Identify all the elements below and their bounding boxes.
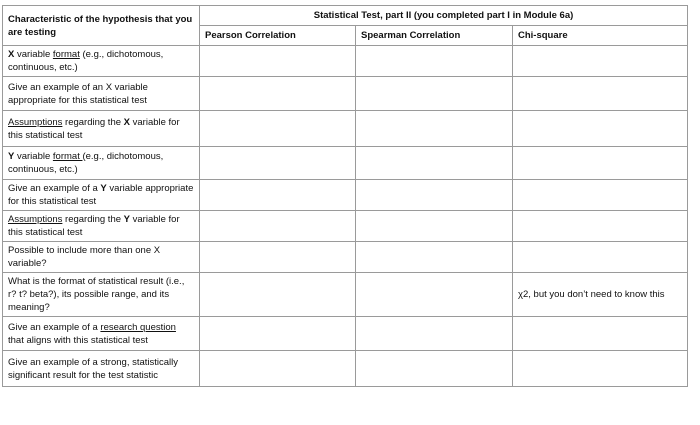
- answer-cell-spearman[interactable]: [356, 242, 513, 273]
- table-row: [3, 242, 688, 273]
- row-label-text: X: [123, 116, 130, 128]
- characteristic-header: Characteristic of the hypothesis that you are testing: [3, 6, 200, 46]
- row-label-text: regarding the: [62, 214, 124, 225]
- answer-cell-spearman[interactable]: [356, 147, 513, 180]
- table-row: [3, 111, 688, 147]
- answer-cell-chi-square[interactable]: [513, 77, 688, 111]
- row-label: [3, 317, 200, 351]
- answer-cell-spearman[interactable]: [356, 211, 513, 242]
- row-label: [3, 180, 200, 211]
- table-row: [3, 273, 688, 317]
- answer-cell-pearson[interactable]: [200, 46, 356, 77]
- row-label-text: Give an example of a strong, statistically significant result for the test statistic: [8, 356, 179, 381]
- row-label: [3, 211, 200, 242]
- column-header-pearson: Pearson Correlation: [200, 26, 356, 46]
- row-label-text: (e.g., dichotomous, continuous, etc.): [8, 49, 164, 73]
- table-row: [3, 46, 688, 77]
- row-label-text: variable: [14, 49, 53, 60]
- row-label-text: Y: [8, 151, 15, 162]
- answer-cell-chi-square[interactable]: [513, 211, 688, 242]
- row-label-text: research question: [100, 321, 176, 333]
- answer-cell-spearman[interactable]: [356, 317, 513, 351]
- row-label-text: Give an example of a: [8, 321, 101, 333]
- row-label: [3, 351, 200, 387]
- row-label-text: Y: [123, 214, 130, 225]
- row-label-text: variable for this statistical test: [8, 116, 180, 141]
- statistical-test-table: [2, 5, 688, 387]
- answer-cell-pearson[interactable]: [200, 147, 356, 180]
- row-label-text: variable: [14, 151, 53, 162]
- answer-cell-chi-square[interactable]: [513, 351, 688, 387]
- answer-cell-chi-square[interactable]: χ2, but you don’t need to know this: [513, 273, 688, 317]
- table-body: [3, 46, 688, 387]
- answer-cell-chi-square[interactable]: [513, 242, 688, 273]
- row-label: [3, 273, 200, 317]
- row-label-text: format: [52, 49, 80, 60]
- answer-cell-chi-square[interactable]: [513, 317, 688, 351]
- answer-cell-spearman[interactable]: [356, 111, 513, 147]
- row-label-text: variable for this statistical test: [8, 214, 180, 238]
- row-label: [3, 242, 200, 273]
- table-row: [3, 180, 688, 211]
- answer-cell-spearman[interactable]: [356, 351, 513, 387]
- row-label-text: Give an example of a: [8, 183, 101, 194]
- table-row: [3, 317, 688, 351]
- answer-cell-pearson[interactable]: [200, 77, 356, 111]
- row-label-text: (e.g., dichotomous, continuous, etc.): [8, 151, 164, 175]
- answer-cell-chi-square[interactable]: [513, 180, 688, 211]
- row-label-text: Give an example of an X variable appropriate for this statistical test: [8, 81, 148, 106]
- row-label: [3, 46, 200, 77]
- row-label-text: that aligns with this statistical test: [8, 334, 148, 346]
- answer-cell-pearson[interactable]: [200, 242, 356, 273]
- row-label-text: variable appropriate for this statistical test: [8, 183, 194, 207]
- answer-cell-spearman[interactable]: [356, 180, 513, 211]
- answer-cell-chi-square[interactable]: [513, 46, 688, 77]
- row-label-text: Possible to include more than one X variable?: [8, 245, 161, 269]
- row-label-text: X: [8, 49, 15, 60]
- answer-cell-chi-square[interactable]: [513, 111, 688, 147]
- row-label-text: Assumptions: [8, 214, 63, 225]
- row-label-text: regarding the: [62, 116, 124, 128]
- table-row: [3, 147, 688, 180]
- answer-cell-spearman[interactable]: [356, 273, 513, 317]
- row-label-text: Y: [100, 183, 107, 194]
- row-label: [3, 111, 200, 147]
- row-label: [3, 77, 200, 111]
- answer-cell-pearson[interactable]: [200, 317, 356, 351]
- table-row: [3, 211, 688, 242]
- row-label-text: What is the format of statistical result (i.e., r? t? beta?), its possible range, and its meaning?: [8, 276, 185, 313]
- row-label-text: format: [52, 151, 83, 162]
- column-header-spearman: Spearman Correlation: [356, 26, 513, 46]
- answer-cell-chi-square[interactable]: [513, 147, 688, 180]
- answer-cell-pearson[interactable]: [200, 180, 356, 211]
- table-row: [3, 77, 688, 111]
- row-label: [3, 147, 200, 180]
- table-row: [3, 351, 688, 387]
- answer-cell-pearson[interactable]: [200, 111, 356, 147]
- answer-cell-pearson[interactable]: [200, 351, 356, 387]
- statistical-test-group-header: Statistical Test, part II (you completed part I in Module 6a): [200, 6, 688, 26]
- answer-cell-spearman[interactable]: [356, 46, 513, 77]
- column-header-chi-square: Chi-square: [513, 26, 688, 46]
- answer-cell-pearson[interactable]: [200, 211, 356, 242]
- answer-cell-pearson[interactable]: [200, 273, 356, 317]
- answer-cell-spearman[interactable]: [356, 77, 513, 111]
- row-label-text: Assumptions: [8, 116, 63, 128]
